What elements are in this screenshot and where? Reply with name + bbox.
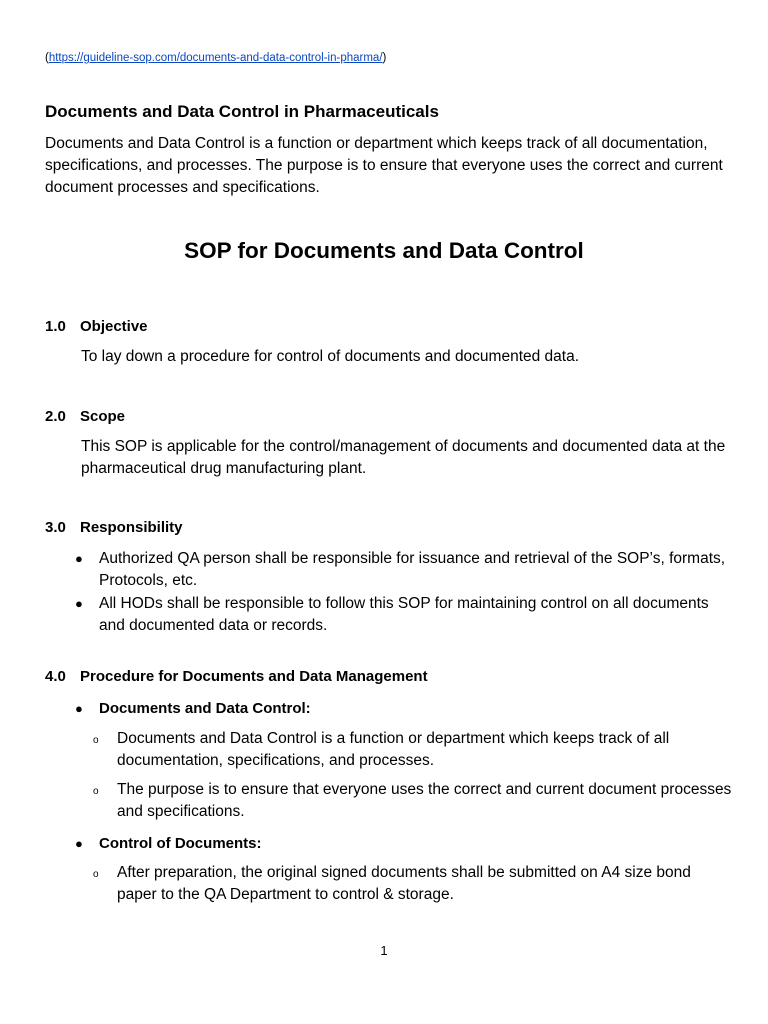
page-number: 1 <box>380 943 388 958</box>
section-objective-heading <box>45 318 148 335</box>
sub-bullet-marker: o <box>93 869 99 880</box>
scope-text: This SOP is applicable for the control/management of documents and documented data at the pharmaceutical drug manufacturing plant. <box>81 438 726 477</box>
source-link-line <box>45 52 386 64</box>
source-open-paren: ( <box>45 52 49 64</box>
procedure-item <box>75 698 735 720</box>
bullet-marker: ● <box>75 836 83 851</box>
procedure-subitem <box>93 862 733 906</box>
responsibility-bullet <box>75 548 735 592</box>
section-heading-text: Scope <box>80 408 126 425</box>
subitem-text: Documents and Data Control is a function or department which keeps track of all documentation, specifications, and processes. <box>117 730 670 769</box>
bullet-text: All HODs shall be responsible to follow this SOP for maintaining control on all documents and documented data or records. <box>99 595 709 634</box>
bullet-text: Authorized QA person shall be responsible for issuance and retrieval of the SOP’s, formats, Protocols, etc. <box>99 550 726 589</box>
procedure-item-label: Control of Documents: <box>99 835 262 852</box>
bullet-marker: ● <box>75 701 83 716</box>
subitem-text: The purpose is to ensure that everyone uses the correct and current document processes and specifications. <box>117 781 732 820</box>
section-heading-text: Objective <box>80 318 148 335</box>
source-close-paren: ) <box>382 52 387 64</box>
subitem-text: After preparation, the original signed documents shall be submitted on A4 size bond paper to the QA Department to control & storage. <box>117 864 691 903</box>
bullet-marker: ● <box>75 551 83 566</box>
intro-heading: Documents and Data Control in Pharmaceuticals <box>45 102 439 121</box>
procedure-subitem <box>93 779 733 823</box>
procedure-item-label: Documents and Data Control: <box>99 700 311 717</box>
section-heading-text: Procedure for Documents and Data Management <box>80 668 428 685</box>
objective-text: To lay down a procedure for control of documents and documented data. <box>81 348 580 365</box>
responsibility-bullet <box>75 593 735 637</box>
bullet-marker: ● <box>75 596 83 611</box>
document-title: SOP for Documents and Data Control <box>184 238 584 263</box>
section-responsibility-heading <box>45 519 183 536</box>
sub-bullet-marker: o <box>93 786 99 797</box>
sub-bullet-marker: o <box>93 735 99 746</box>
section-scope-heading <box>45 408 125 425</box>
section-number: 4.0 <box>45 668 66 685</box>
procedure-item <box>75 833 735 855</box>
source-link[interactable]: https://guideline-sop.com/documents-and-data-control-in-pharma/ <box>48 52 383 64</box>
procedure-subitem <box>93 728 733 772</box>
intro-paragraph: Documents and Data Control is a function or department which keeps track of all documentation, specifications, and processes. The purpose is to ensure that everyone uses the correct and current document processes and specifications. <box>45 135 723 196</box>
section-number: 1.0 <box>45 318 66 335</box>
section-procedure-heading <box>45 668 428 685</box>
section-number: 2.0 <box>45 408 66 425</box>
section-number: 3.0 <box>45 519 66 536</box>
section-heading-text: Responsibility <box>80 519 183 536</box>
